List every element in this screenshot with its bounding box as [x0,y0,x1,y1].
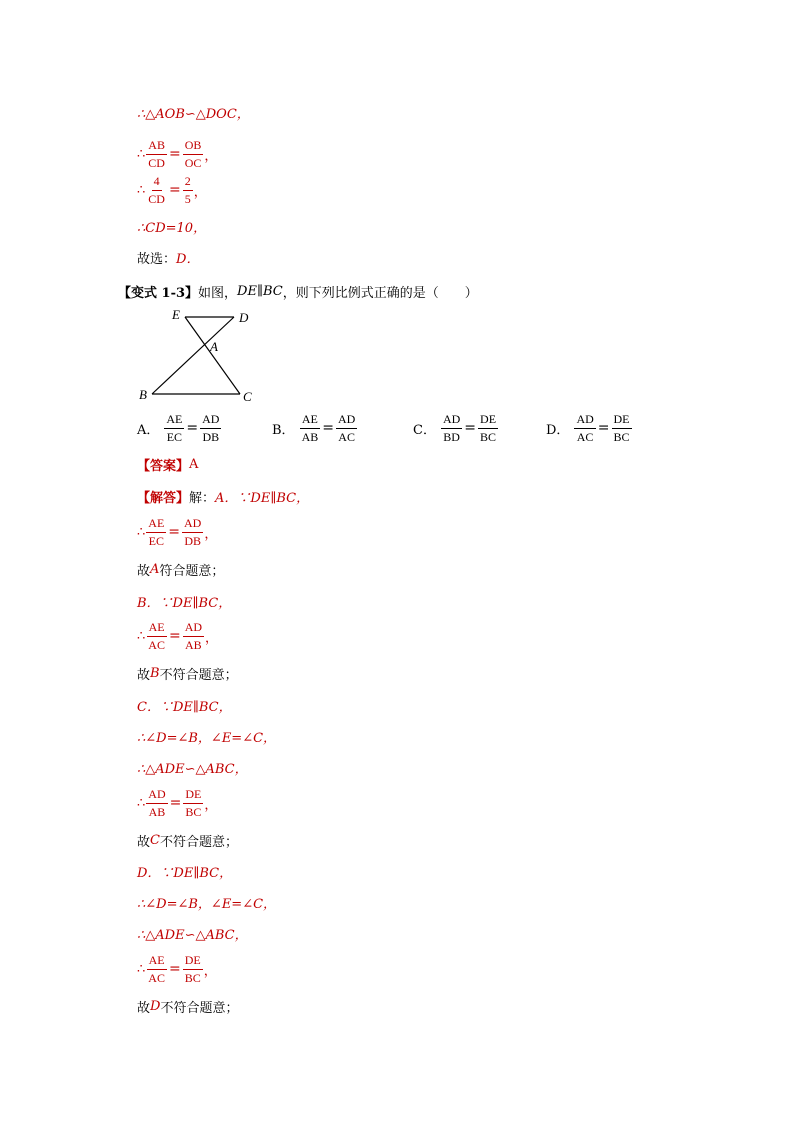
label-a: A [210,339,218,354]
prev-line-similar [137,100,250,124]
solution-line-c3 [137,755,248,779]
fraction [146,174,167,207]
equals-sign: = [168,628,181,644]
solution-line-d4 [137,951,217,987]
label-e: E [172,307,180,322]
solution-line-d1 [137,859,232,883]
fraction [478,412,498,445]
denominator: AC [148,637,165,652]
therefore-symbol: ∴ [137,524,146,540]
fraction [183,138,204,171]
prev-similar-text: ∴△AOB∽△DOC， [137,106,250,122]
conclusion-prefix: 故 [137,667,151,683]
denominator: DB [202,429,220,444]
numerator: AE [300,412,320,429]
conclusion-prefix: 故 [137,834,151,850]
conclusion-text: 不符合题意； [159,834,238,850]
denominator: BC [613,429,630,444]
solution-line-d3 [137,921,248,945]
solution-line-c2 [137,724,276,748]
denominator: CD [148,155,165,170]
equals-sign: = [168,182,181,198]
comma: ， [204,526,218,542]
question-tag: 【变式 1-3】 [118,285,199,301]
numerator: 2 [183,174,193,191]
therefore-symbol: ∴ [137,961,146,977]
numerator: DE [612,412,632,429]
solution-c-condition: C．∵DE∥BC， [137,699,232,715]
answer-tag: 【答案】 [137,458,190,474]
denominator: DB [184,533,202,548]
similar-triangles: ∴△ADE∽△ABC， [137,761,248,777]
numerator: AB [146,138,167,155]
fraction [182,516,203,549]
fraction [574,412,595,445]
question-text-b: ，则下列比例式正确的是（ ） [282,285,478,301]
question-condition: DE∥BC [237,283,283,299]
conclusion-letter: C [150,832,160,848]
question-text-a: 如图， [198,285,238,301]
denominator: AC [338,429,355,444]
numerator: 4 [152,174,162,191]
equals-sign: = [597,420,610,436]
equals-sign: = [322,420,334,436]
numerator: AD [200,412,221,429]
option-letter: A． [137,422,160,438]
choice-prefix: 故选： [137,251,177,267]
prev-line-result [137,214,206,238]
numerator: DE [478,412,498,429]
solution-line-d5 [137,994,238,1018]
comma: ， [203,963,217,979]
label-c: C [243,389,252,404]
solution-d-condition: D．∵DE∥BC， [137,865,233,881]
option-letter: C． [413,422,436,438]
option-c[interactable] [413,410,499,446]
label-d: D [239,310,249,325]
therefore-symbol: ∴ [137,795,146,811]
label-b: B [139,387,147,402]
fraction [200,412,221,445]
answer-value: A [189,456,199,472]
option-d[interactable] [546,410,633,446]
equals-sign: = [168,961,181,977]
numerator: AD [336,412,357,429]
therefore-symbol: ∴ [137,182,146,198]
denominator: EC [148,533,164,548]
therefore-symbol: ∴ [137,146,146,162]
numerator: AE [147,620,167,637]
solution-a-condition: A．∵DE∥BC， [215,490,310,506]
question-stem [118,279,478,303]
equals-sign: = [168,524,181,540]
conclusion-letter: D [150,998,161,1014]
solution-line-c5 [137,828,238,852]
denominator: AC [576,429,594,444]
numerator: AD [146,787,167,804]
solution-line-c4 [137,785,217,821]
numerator: AD [182,516,203,533]
solution-line-a2 [137,514,217,550]
prev-line-numeric-ratio [137,172,207,208]
fraction [183,174,193,207]
fraction [336,412,357,445]
denominator: OC [184,155,202,170]
fraction [146,787,167,820]
solution-intro: 解： [189,490,216,506]
numerator: AE [146,516,166,533]
solution-line-b2 [137,618,218,654]
option-a[interactable] [137,410,222,446]
equals-sign: = [168,146,181,162]
numerator: DE [183,787,203,804]
denominator: AC [148,970,165,985]
fraction [183,787,203,820]
equals-sign: = [186,420,199,436]
fraction [146,953,167,986]
fraction [183,620,204,653]
comma: ， [205,630,219,646]
denominator: AB [301,429,319,444]
solution-line-b3 [137,661,238,685]
denominator: BC [480,429,497,444]
denominator: AB [148,804,166,819]
denominator: CD [148,191,165,206]
prev-line-choice [137,245,199,269]
comma: ， [204,797,218,813]
equals-sign: = [169,795,182,811]
conclusion-text: 不符合题意； [160,1000,239,1016]
conclusion-letter: A [150,561,160,577]
conclusion-text: 不符合题意； [159,667,238,683]
solution-line-d2 [137,890,276,914]
denominator: BC [184,970,201,985]
solution-tag: 【解答】 [137,490,190,506]
numerator: AD [574,412,595,429]
solution-line-a3 [137,557,224,581]
numerator: AD [183,620,204,637]
solution-line-b1 [137,589,231,613]
fraction [146,620,167,653]
denominator: EC [166,429,183,444]
therefore-symbol: ∴ [137,628,146,644]
angle-equalities: ∴∠D=∠B，∠E=∠C， [137,896,277,912]
denominator: AB [185,637,202,652]
similar-triangles: ∴△ADE∽△ABC， [137,927,248,943]
solution-line-c1 [137,693,232,717]
numerator: OB [183,138,204,155]
comma: ， [193,184,207,200]
numerator: AE [164,412,184,429]
fraction [441,412,462,445]
geometry-figure [130,305,270,405]
choice-answer: D． [176,251,200,267]
numerator: AD [441,412,462,429]
solution-b-condition: B．∵DE∥BC， [137,595,232,611]
prev-line-ratio [137,136,217,172]
denominator: BD [443,429,460,444]
option-letter: B． [272,422,295,438]
fraction [146,138,167,171]
denominator: BC [185,804,202,819]
fraction [300,412,321,445]
fraction [146,516,166,549]
fraction [612,412,632,445]
numerator: DE [183,953,203,970]
denominator: 5 [184,191,191,206]
conclusion-letter: B [150,665,160,681]
conclusion-text: 符合题意； [159,563,225,579]
angle-equalities: ∴∠D=∠B，∠E=∠C， [137,730,277,746]
conclusion-prefix: 故 [137,1000,151,1016]
option-letter: D． [546,422,570,438]
conclusion-prefix: 故 [137,563,151,579]
option-b[interactable] [272,410,358,446]
comma: ， [204,148,218,164]
result-text: ∴CD=10， [137,220,207,236]
numerator: AE [147,953,167,970]
solution-line-a1 [137,484,309,508]
answer-line [137,452,198,476]
equals-sign: = [464,420,477,436]
fraction [164,412,184,445]
fraction [183,953,203,986]
